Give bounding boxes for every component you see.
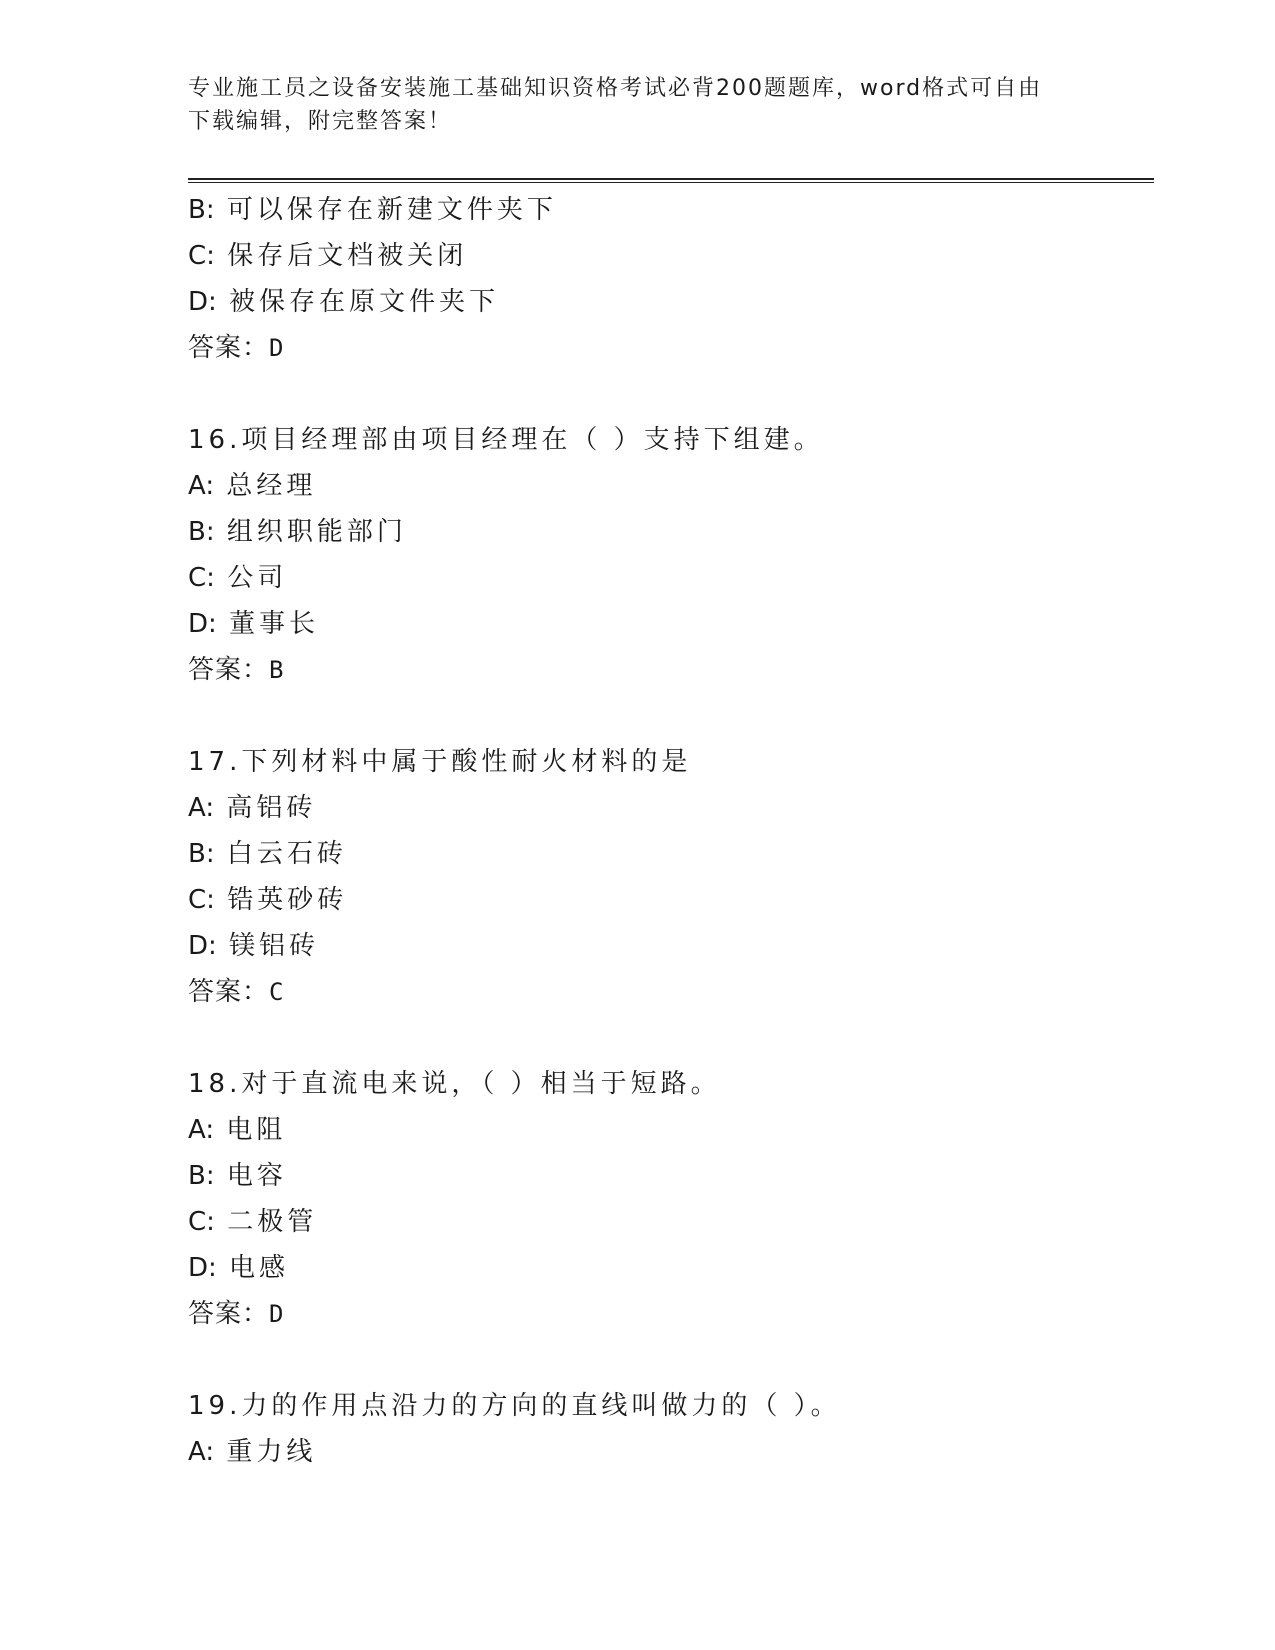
answer-value: C — [269, 978, 285, 1006]
option-b: B: 电容 — [188, 1161, 287, 1191]
answer-value: D — [269, 334, 285, 362]
answer-line: 答案：D — [188, 333, 285, 363]
title-line-2: 下载编辑，附完整答案！ — [188, 109, 453, 134]
answer-line: 答案：B — [188, 655, 285, 685]
answer-value: B — [269, 656, 285, 684]
option-a: A: 总经理 — [188, 471, 317, 501]
option-c: C: 锆英砂砖 — [188, 885, 348, 915]
question-stem: 18.对于直流电来说，（ ）相当于短路。 — [188, 1069, 721, 1099]
option-d: D: 被保存在原文件夹下 — [188, 287, 500, 317]
option-d: D: 镁铝砖 — [188, 931, 320, 961]
option-d: D: 董事长 — [188, 609, 320, 639]
option-c: C: 公司 — [188, 563, 288, 593]
answer-value: D — [269, 1300, 285, 1328]
header-rule-thick — [188, 178, 1154, 180]
option-c: C: 保存后文档被关闭 — [188, 241, 468, 271]
question-block-18 — [188, 1061, 1148, 1337]
question-block-17 — [188, 739, 1148, 1015]
option-d: D: 电感 — [188, 1253, 290, 1283]
question-stem: 19.力的作用点沿力的方向的直线叫做力的（ ）。 — [188, 1391, 841, 1421]
answer-line: 答案：D — [188, 1299, 285, 1329]
question-stem: 17.下列材料中属于酸性耐火材料的是 — [188, 747, 692, 777]
title-line-1: 专业施工员之设备安装施工基础知识资格考试必背200题题库，word格式可自由 — [188, 76, 1043, 101]
option-a: A: 重力线 — [188, 1437, 317, 1467]
option-b: B: 可以保存在新建文件夹下 — [188, 195, 557, 225]
question-stem: 16.项目经理部由项目经理在（ ）支持下组建。 — [188, 425, 824, 455]
option-c: C: 二极管 — [188, 1207, 318, 1237]
option-b: B: 白云石砖 — [188, 839, 347, 869]
question-block-16 — [188, 417, 1148, 693]
option-a: A: 高铝砖 — [188, 793, 317, 823]
question-list — [188, 187, 1148, 1475]
question-block-15 — [188, 187, 1148, 371]
header-rule-thin — [188, 182, 1154, 183]
document-title — [188, 72, 1068, 138]
question-block-19 — [188, 1383, 1148, 1475]
option-b: B: 组织职能部门 — [188, 517, 407, 547]
option-a: A: 电阻 — [188, 1115, 287, 1145]
answer-line: 答案：C — [188, 977, 285, 1007]
